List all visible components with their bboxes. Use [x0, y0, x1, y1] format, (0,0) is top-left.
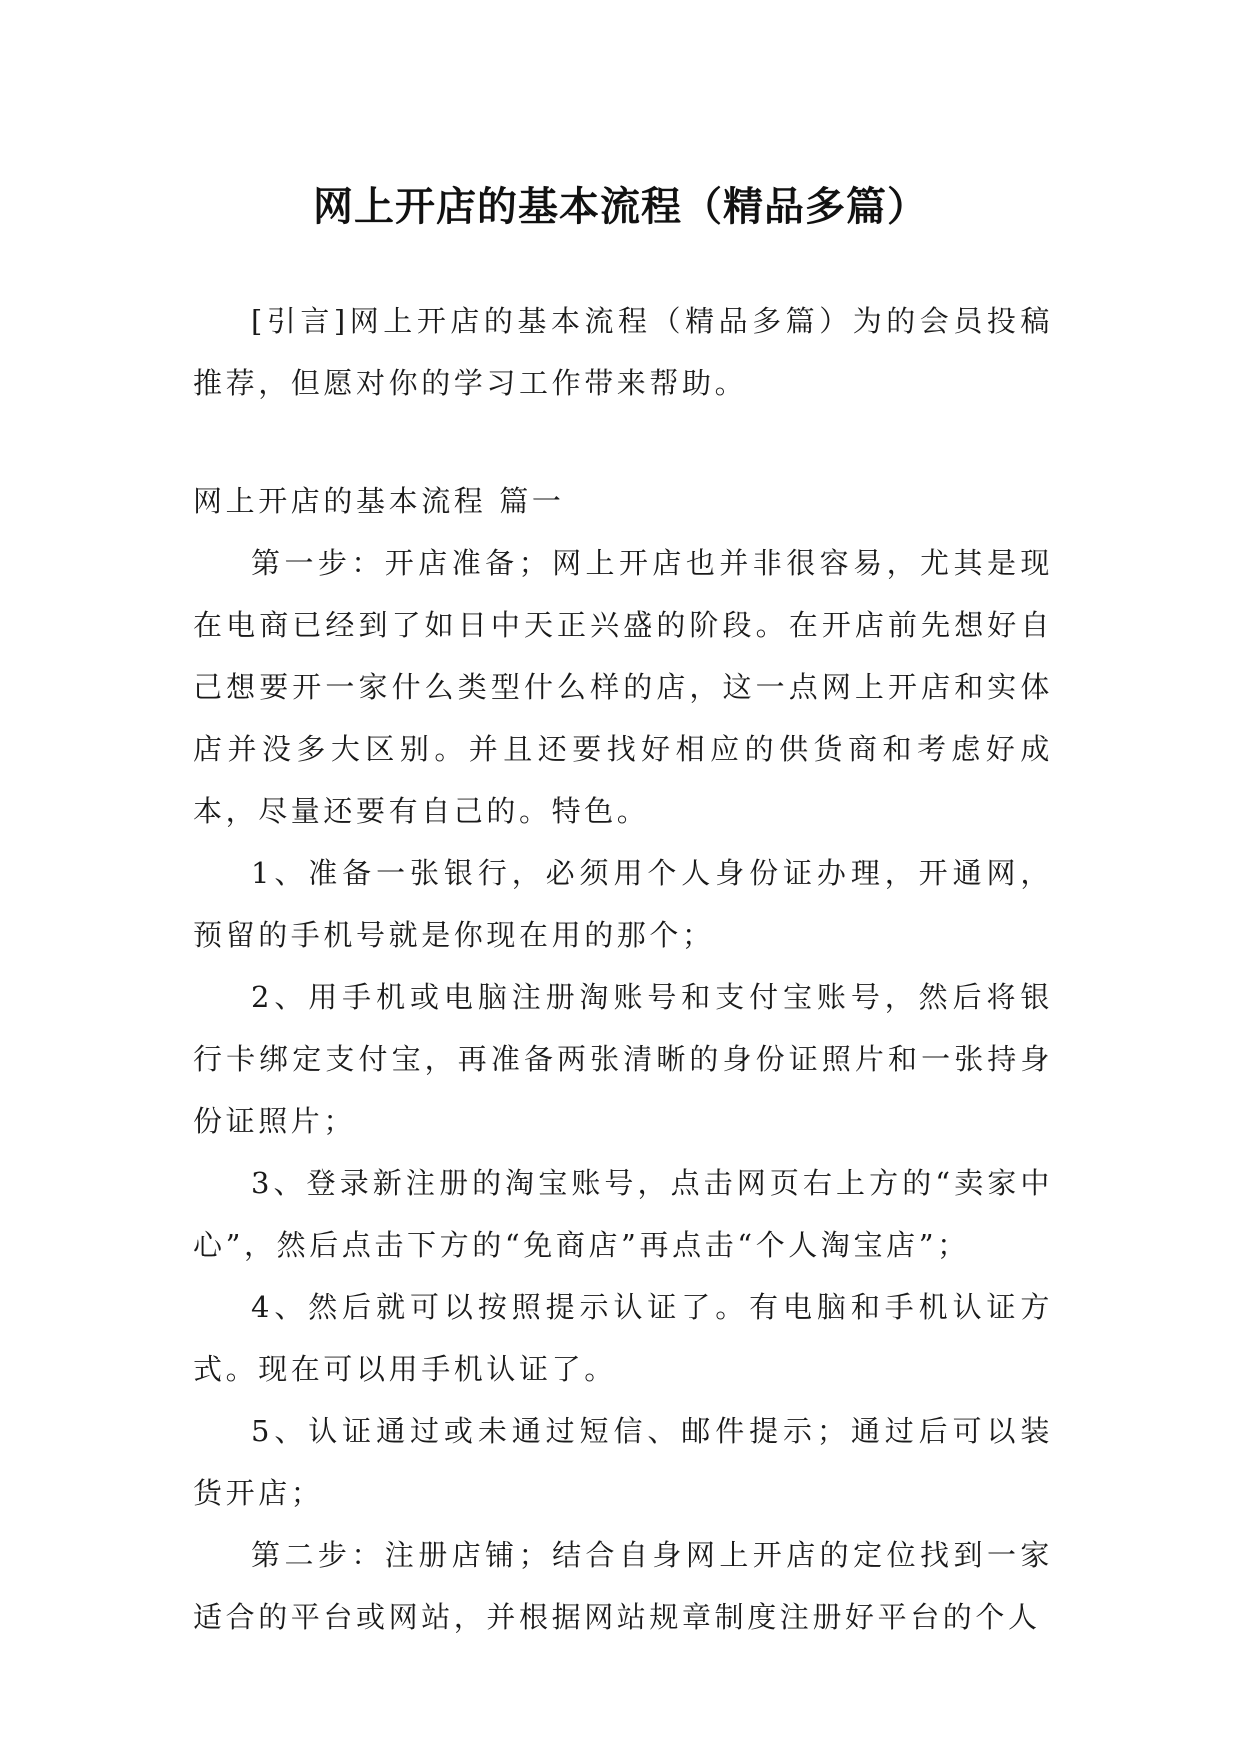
- paragraph-item-2: 2、用手机或电脑注册淘账号和支付宝账号，然后将银行卡绑定支付宝，再准备两张清晰的身份证照片和一张持身份证照片；: [193, 980, 1053, 1138]
- paragraph-step-one: 第一步：开店准备；网上开店也并非很容易，尤其是现在电商已经到了如日中天正兴盛的阶段。在开店前先想好自己想要开一家什么类型什么样的店，这一点网上开店和实体店并没多大区别。并且还要找好相应的供货商和考虑好成本，尽量还要有自己的。特色。: [193, 546, 1053, 828]
- paragraph-item-5: 5、认证通过或未通过短信、邮件提示；通过后可以装货开店；: [193, 1414, 1053, 1510]
- section-heading: 网上开店的基本流程 篇一: [193, 484, 565, 518]
- paragraph-item-3: 3、登录新注册的淘宝账号，点击网页右上方的“卖家中心”，然后点击下方的“免商店”再点击“个人淘宝店”；: [193, 1166, 1053, 1262]
- document-title: 网上开店的基本流程（精品多篇）: [313, 183, 928, 230]
- paragraph-step-two: 第二步：注册店铺；结合自身网上开店的定位找到一家适合的平台或网站，并根据网站规章制度注册好平台的个人: [193, 1538, 1053, 1634]
- intro-paragraph: [引言]网上开店的基本流程（精品多篇）为的会员投稿推荐，但愿对你的学习工作带来帮助。: [193, 304, 1053, 400]
- document-body: [193, 290, 1053, 1648]
- paragraph-item-1: 1、准备一张银行，必须用个人身份证办理，开通网，预留的手机号就是你现在用的那个；: [193, 856, 1053, 952]
- paragraph-item-4: 4、然后就可以按照提示认证了。有电脑和手机认证方式。现在可以用手机认证了。: [193, 1290, 1053, 1386]
